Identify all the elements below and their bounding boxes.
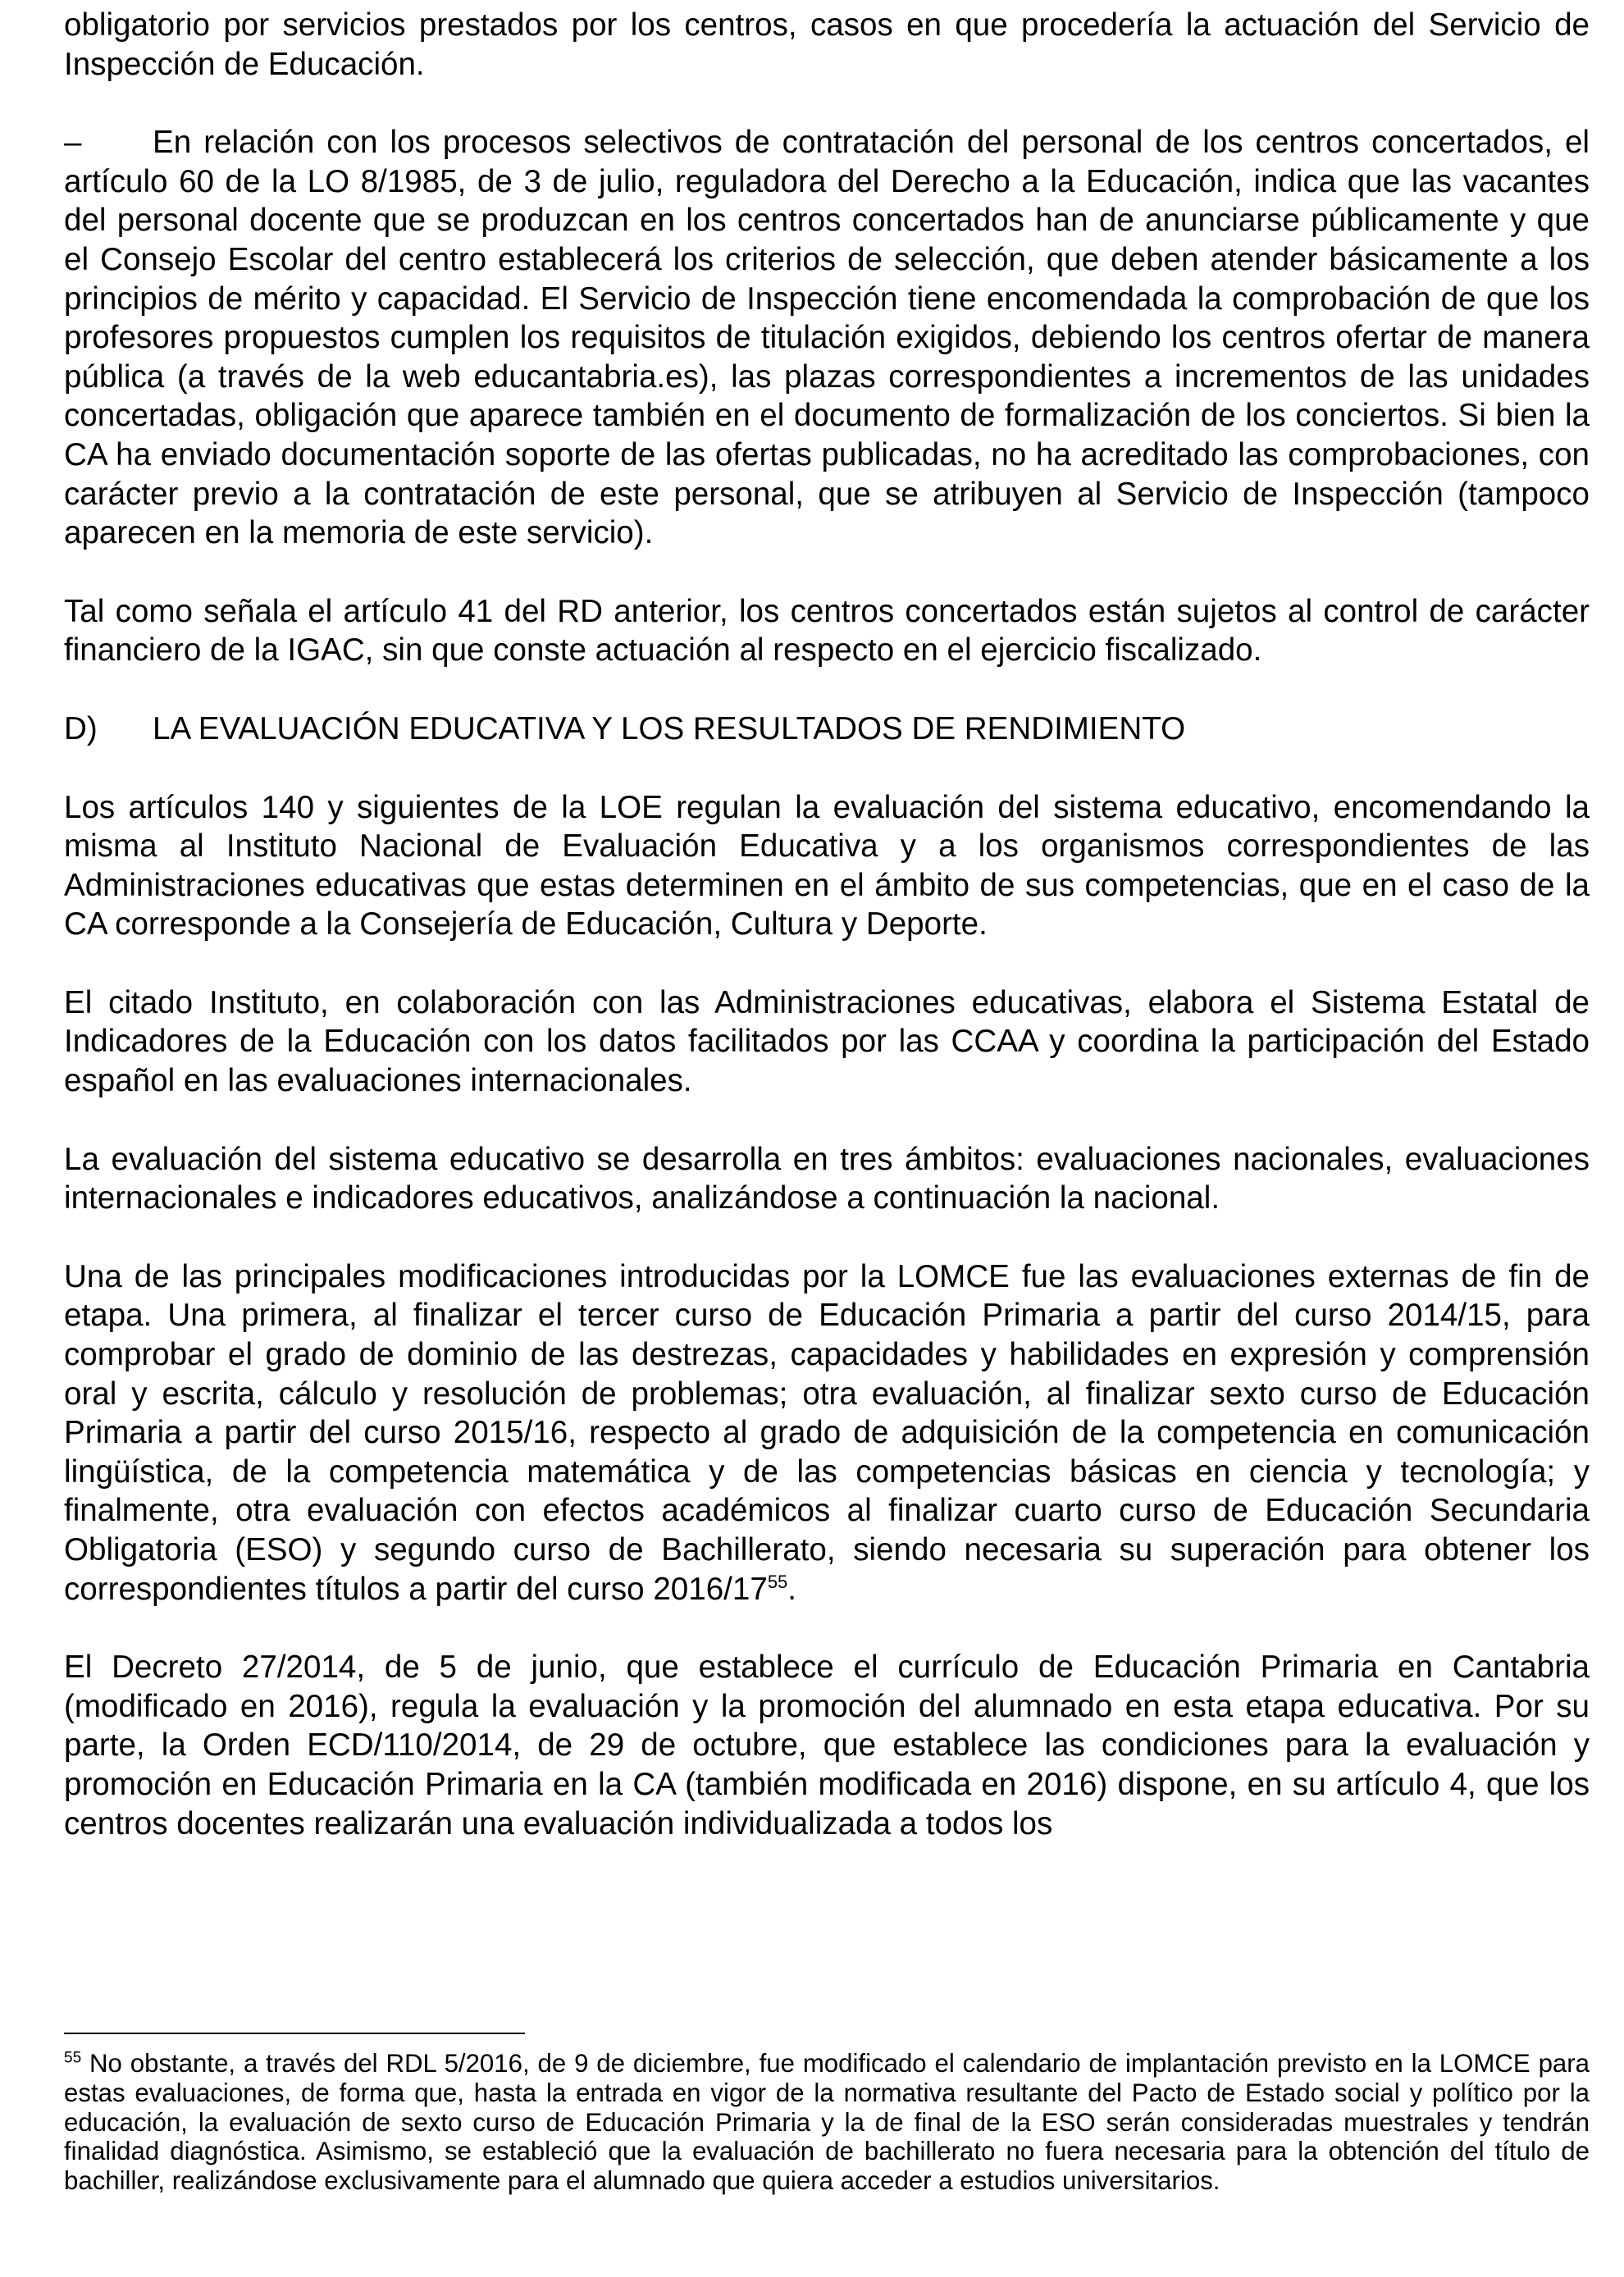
footnote-reference[interactable]: 55 — [767, 1571, 788, 1592]
list-bullet: – — [64, 125, 82, 161]
paragraph-loe: Los artículos 140 y siguientes de la LOE regulan la evaluación del sistema educativo, encomendando la misma al Instituto Nacional de Evaluación Educativa y a los organismos correspondientes de las Administraciones educativas que estas determinen en el ámbito de sus competencias, que en el caso de la CA corresponde a la Consejería de Educación, Cultura y Deporte. — [64, 789, 1590, 942]
paragraph-lomce-text: Una de las principales modificaciones introducidas por la LOMCE fue las evaluaciones externas de fin de etapa. Una primera, al finalizar el tercer curso de Educación Primaria a partir del curso 2014/15, para comprobar el grado de dominio de las destrezas, capacidades y habilidades en expresión y comprensión oral y escrita, cálculo y resolución de problemas; otra evaluación, al finalizar sexto curso de Educación Primaria a partir del curso 2015/16, respecto al grado de adquisición de la competencia en comunicación lingüística, de la competencia matemática y de las competencias básicas en ciencia y tecnología; y finalmente, otra evaluación con efectos académicos al finalizar cuarto curso de Educación Secundaria Obligatoria (ESO) y segundo curso de Bachillerato, siendo necesaria su superación para obtener los correspondientes títulos a partir del curso 2016/17 — [64, 1258, 1590, 1607]
paragraph-decreto: El Decreto 27/2014, de 5 de junio, que establece el currículo de Educación Primaria en Cantabria (modificado en 2016), regula la evaluación y la promoción del alumnado en esta etapa educativa. Por su parte, la Orden ECD/110/2014, de 29 de octubre, que establece las condiciones para la evaluación y promoción en Educación Primaria en la CA (también modificada en 2016) dispone, en su artículo 4, que los centros docentes realizarán una evaluación individualizada a todos los — [64, 1650, 1590, 1841]
continuation-paragraph: obligatorio por servicios prestados por los centros, casos en que procedería la actuación del Servicio de Inspección de Educación. — [64, 7, 1590, 82]
paragraph-ambitos: La evaluación del sistema educativo se desarrolla en tres ámbitos: evaluaciones nacionales, evaluaciones internacionales e indicadores educativos, analizándose a continuación la nacional. — [64, 1141, 1590, 1216]
footnote-separator — [64, 2033, 525, 2034]
footnote-text: No obstante, a través del RDL 5/2016, de 9 de diciembre, fue modificado el calendario de implantación previsto en la LOMCE para estas evaluaciones, de forma que, hasta la entrada en vigor de la normativa resultante del Pacto de Estado social y político por la educación, la evaluación de sexto curso de Educación Primaria y la de final de la ESO serán consideradas muestrales y tendrán finalidad diagnóstica. Asimismo, se estableció que la evaluación de bachillerato no fuera necesaria para la obtención del título de bachiller, realizándose exclusivamente para el alumnado que quiera acceder a estudios universitarios. — [64, 2049, 1590, 2196]
footnote-number: 55 — [64, 2049, 82, 2067]
list-item — [64, 123, 1590, 553]
list-item-text: En relación con los procesos selectivos de contratación del personal de los centros concertados, el artículo 60 de la LO 8/1985, de 3 de julio, reguladora del Derecho a la Educación, indica que las vacantes del personal docente que se produzcan en los centros concertados han de anunciarse públicamente y que el Consejo Escolar del centro establecerá los criterios de selección, que deben atender básicamente a los principios de mérito y capacidad. El Servicio de Inspección tiene encomendada la comprobación de que los profesores propuestos cumplen los requisitos de titulación exigidos, debiendo los centros ofertar de manera pública (a través de la web educantabria.es), las plazas correspondientes a incrementos de las unidades concertadas, obligación que aparece también en el documento de formalización de los conciertos. Si bien la CA ha enviado documentación soporte de las ofertas publicadas, no ha acreditado las comprobaciones, con carácter previo a la contratación de este personal, que se atribuyen al Servicio de Inspección (tampoco aparecen en la memoria de este servicio). — [64, 125, 1590, 551]
footnote — [64, 2049, 1590, 2196]
paragraph-lomce-end: . — [787, 1571, 797, 1607]
section-heading-title: LA EVALUACIÓN EDUCATIVA Y LOS RESULTADOS DE RENDIMIENTO — [153, 710, 1186, 746]
paragraph-igac: Tal como señala el artículo 41 del RD anterior, los centros concertados están sujetos al control de carácter financiero de la IGAC, sin que conste actuación al respecto en el ejercicio fiscalizado. — [64, 593, 1590, 668]
paragraph-lomce — [64, 1257, 1590, 1609]
section-heading-number: D) — [64, 710, 98, 746]
document-body — [64, 0, 1590, 1843]
section-heading — [64, 710, 1590, 749]
paragraph-instituto: El citado Instituto, en colaboración con las Administraciones educativas, elabora el Sistema Estatal de Indicadores de la Educación con los datos facilitados por las CCAA y coordina la participación del Estado español en las evaluaciones internacionales. — [64, 984, 1590, 1099]
